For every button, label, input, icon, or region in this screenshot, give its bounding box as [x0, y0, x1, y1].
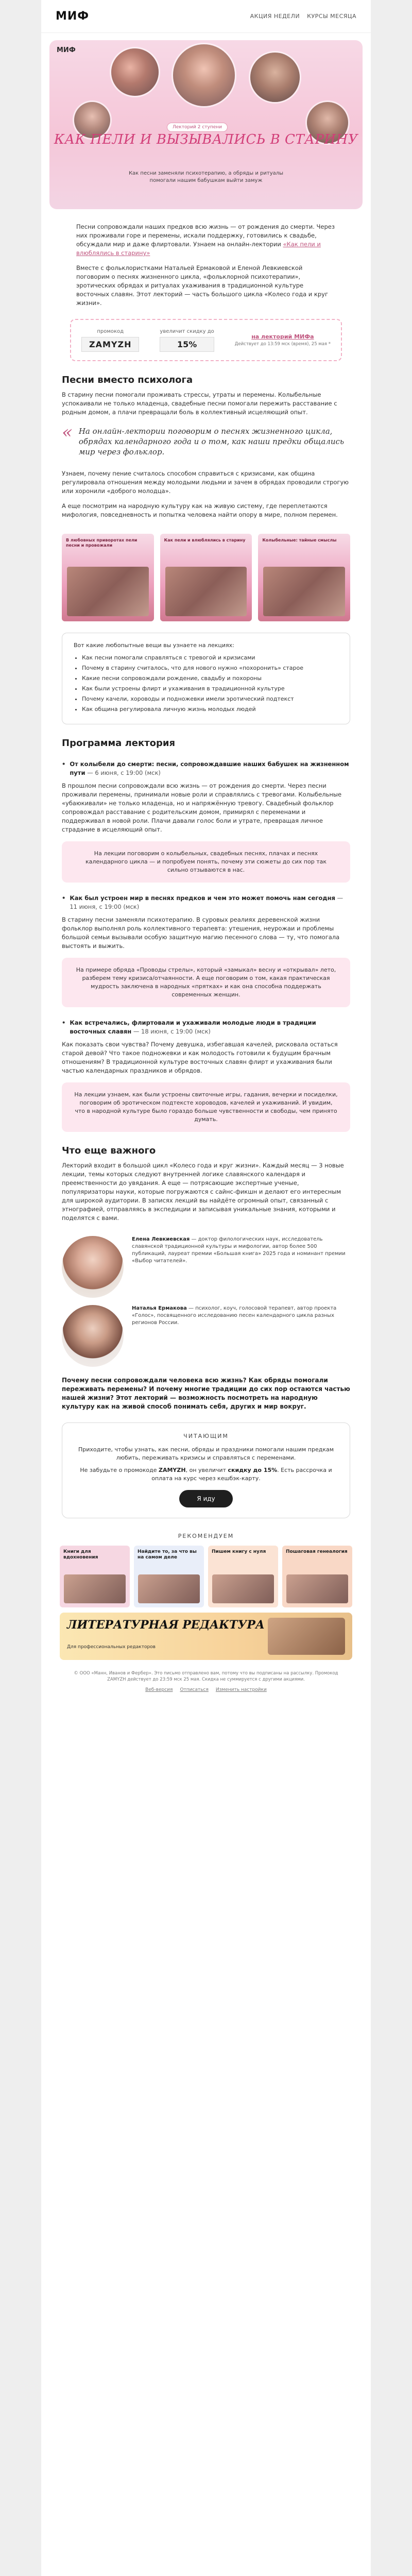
recommend-card-image [138, 1574, 200, 1603]
offer-box [62, 1422, 350, 1518]
lecture-highlight: На лекции узнаем, как были устроены свиточные игры, гадания, вечерки и посиделки, поговорим об эротическом подтексте хороводов, качелей и ухаживаний. И увидим, что в народной культуре было гораздо больше чувственности и свободы, чем принято думать. [62, 1082, 350, 1132]
promo-until: Действует до 13:59 мск (время), 25 мая * [234, 341, 331, 347]
lecture-text: В прошлом песни сопровождали всю жизнь — от рождения до смерти. Через песни проживали перемены, принимали новые роли и справлялись с тревогами. Колыбельные «убаюкивали» не только младенца, но и напряжённую тревогу. Свадебный фольклор сопровождал расставание с родительским домом, примирял с переменами и поддерживал в новой роли. Плачи давали голос боли и утрате, превращая личное страдание в исцеляющий опыт. [62, 782, 342, 833]
offer-text: Приходите, чтобы узнать, как песни, обряды и праздники помогали нашим предкам любить, переживать кризисы и справляться с переменами. [78, 1446, 334, 1461]
author-bio [132, 1305, 350, 1327]
section-paragraph: Лекторий входит в большой цикл «Колесо года и круг жизни». Каждый месяц — 3 новые лекции, темы которых следуют внутренней логике славянского календаря и преемственности до увядания. А еще — потрясающие экспертные ученые, популяризаторы науки, которые погружаются с сайнс-фикшн и делают его интересным для широкой аудитории. В записях лекций вы найдёте огромный опыт, связанный с этнографией, отправляясь в экспедиции и записывая уникальные знания, которыми и поделятся с вами. [62, 1162, 344, 1222]
card-title: Колыбельные: тайные смыслы [262, 538, 337, 543]
lecture-heading-text [70, 760, 350, 777]
section-text [41, 464, 371, 519]
nav-link-promo[interactable]: АКЦИЯ НЕДЕЛИ [250, 13, 300, 20]
brand-logo[interactable]: МИФ [56, 10, 90, 23]
recommend-card-title: Пишем книгу с нуля [212, 1549, 266, 1554]
avatar [62, 1305, 124, 1367]
promo-code-col [81, 328, 139, 352]
lecture-text: Как показать свои чувства? Почему девушка, избегавшая качелей, рисковала остаться старой девой? Что такое подножевки и как молодость готовили к будущим брачным отношениям? В традиционной культуре восточных славян флирт и ухаживания были частью календарных праздников и обрядов. [62, 1041, 338, 1074]
bullet-icon: • [62, 760, 66, 768]
recommend-grid [41, 1539, 371, 1607]
lecture-date: — 18 июня, с 19:00 (мск) [133, 1028, 211, 1035]
topics-box [62, 633, 350, 724]
recommend-card[interactable] [282, 1546, 352, 1607]
footer-link-settings[interactable]: Изменить настройки [215, 1687, 267, 1692]
lecture-2 [41, 883, 371, 951]
list-item: • Почему в старину считалось, что для нового нужно «похоронить» старое [82, 664, 338, 672]
recommend-banner-image [268, 1618, 345, 1655]
email-letter [41, 0, 371, 2576]
hero-banner[interactable] [49, 40, 363, 209]
recommend-card[interactable] [60, 1546, 130, 1607]
recommend-card-title: Книги для вдохновения [63, 1549, 98, 1560]
lecture-heading [62, 760, 350, 777]
bold-question: Почему песни сопровождали человека всю жизнь? Как обряды помогали переживать перемены? И почему многие традиции до сих пор остаются частью нашей жизни? Этот лекторий — возможность посмотреть на народную культуру как на живой способ понимать себя, других и мир вокруг. [62, 1377, 350, 1410]
promo-link-col [235, 333, 331, 347]
lecture-heading [62, 1019, 350, 1036]
section-title: Что еще важного [62, 1145, 156, 1156]
quote-mark-icon: « [62, 422, 73, 443]
recommend-banner-sub: Для профессиональных редакторов [67, 1645, 156, 1650]
lecture-3 [41, 1007, 371, 1075]
hero-photo [173, 44, 235, 106]
bullet-icon: • [62, 1019, 66, 1026]
top-bar [41, 0, 371, 33]
promo-discount: 15% [160, 337, 214, 352]
author-bio [132, 1236, 350, 1265]
image-cards [41, 526, 371, 621]
lecture-highlight: На примере обряда «Проводы стрелы», который «замыкал» весну и «открывал» лето, разберем тему кризиса/отчаянности. А еще поговорим о том, какая практическая мудрость заключена в народных «прятках» и как она способна поддержать современных женщин. [62, 958, 350, 1007]
recommend-banner[interactable] [60, 1613, 352, 1660]
list-item: • Какие песни сопровождали рождение, свадьбу и похороны [82, 674, 338, 683]
recommend-card-image [212, 1574, 274, 1603]
section-paragraph: В старину песни помогали проживать стрессы, утраты и перемены. Колыбельные успокаивали не только младенца, свадебные песни помогали пережить расставание с родным домом, а плачи превращали боль в коллективный исцеляющий опыт. [62, 391, 337, 416]
lecture-highlight: На лекции поговорим о колыбельных, свадебных песнях, плачах и песнях календарного цикла — и попробуем понять, почему эти сюжеты до сих пор так сильно отзываются в нас. [62, 841, 350, 883]
promo-pct-col [160, 328, 214, 352]
recommend-card-image [286, 1574, 348, 1603]
lecture-title: От колыбели до смерти: песни, сопровождавшие наших бабушек на жизненном пути [70, 760, 349, 776]
recommend-card-title: Найдите то, за что вы на самом деле [138, 1549, 197, 1560]
hero-photo [250, 53, 300, 102]
cta-button[interactable]: Я иду [179, 1490, 232, 1507]
list-item: • Почему качели, хороводы и подножевки имели эротический подтекст [82, 695, 338, 703]
avatar [62, 1236, 124, 1298]
author-desc: — доктор филологических наук, исследователь славянской традиционной культуры и мифологии, автор более 500 публикаций, лауреат премии «Большая книга» 2025 года и номинант премии «Выбор читателей». [132, 1236, 346, 1264]
list-item: • Как община регулировала личную жизнь молодых людей [82, 705, 338, 714]
promo-pct-label: увеличит скидку до [160, 329, 214, 334]
card-title: Как пели и влюблялись в старину [164, 538, 246, 543]
card-image [165, 567, 247, 616]
card-title: В любовных приворотах пели песни и провожали [66, 538, 138, 548]
recommend-card-image [64, 1574, 126, 1603]
hero-title: КАК ПЕЛИ И ВЫЗЫВАЛИСЬ В СТАРИНУ [54, 132, 358, 147]
offer-promo [78, 1466, 334, 1483]
section-paragraph: А еще посмотрим на народную культуру как на живую систему, где переплетаются мифология, повседневность и попытка человека найти опору в мире, полном перемен. [62, 502, 338, 518]
footer-link-web[interactable]: Веб-версия [145, 1687, 173, 1692]
intro-paragraph: Вместе с фольклористками Натальей Ермаковой и Еленой Левкиевской поговорим о песнях жизненного цикла, «фольклорной психотерапии», эротических обрядах и ритуалах ухаживания в традиционной культуре восточных славян. Этот лекторий — часть большого цикла «Колесо года и круг жизни». [76, 264, 329, 307]
section-paragraph: Узнаем, почему пение считалось способом справиться с кризисами, как община регулировала отношения между молодыми людьми и зачем в обрядах проводили строгую или хоронили «доброго молодца». [62, 470, 349, 495]
list-item: • Как песни помогали справляться с тревогой и кризисами [82, 654, 338, 662]
image-card[interactable] [258, 534, 350, 621]
lecture-date: — 6 июня, с 19:00 (мск) [87, 769, 161, 776]
lecture-heading-text [70, 894, 350, 911]
author-desc: — психолог, коуч, голосовой терапевт, автор проекта «Голос», посвященного исследованию песен календарного цикла разных регионов России. [132, 1306, 337, 1326]
author-name: Елена Левкиевская [132, 1236, 190, 1242]
topics-list [74, 654, 338, 714]
intro-text [41, 209, 371, 308]
footer-links [72, 1687, 340, 1693]
promo-code-label: промокод [97, 329, 124, 334]
hero-subtitle: Как песни заменяли психотерапию, а обряды и ритуалы помогали нашим бабушкам выйти замуж [128, 171, 284, 183]
lecture-heading [62, 894, 350, 911]
offer-discount: скидку до 15% [228, 1467, 278, 1473]
footer-link-unsubscribe[interactable]: Отписаться [180, 1687, 209, 1692]
section-text [41, 385, 371, 417]
quote-text: На онлайн-лектории поговорим о песнях жизненного цикла, обрядах календарного года и о том, как наши предки общались мир через фольклор. [78, 427, 345, 456]
author-row [41, 1298, 371, 1367]
lecture-title: Как встречались, флиртовали и ухаживали молодые люди в традиции восточных славян [70, 1019, 316, 1035]
recommend-title: РЕКОМЕНДУЕМ [178, 1533, 234, 1539]
section-title: Песни вместо психолога [62, 375, 193, 385]
promo-block [70, 319, 342, 361]
author-name: Наталья Ермакова [132, 1306, 187, 1311]
footer [41, 1670, 371, 1693]
lecture-link[interactable]: «Как пели и влюблялись в старину» [76, 241, 321, 257]
recommend-card-title: Пошаговая генеалогия [286, 1549, 348, 1554]
lecture-title: Как был устроен мир в песнях предков и чем это может помочь нам сегодня [70, 894, 335, 902]
card-image [67, 567, 149, 616]
image-card[interactable] [62, 534, 154, 621]
hero-photo [111, 48, 159, 96]
bullet-icon: • [62, 894, 66, 902]
top-nav [250, 13, 356, 20]
promo-code[interactable]: ZAMYZH [81, 337, 139, 352]
intro-paragraph [76, 223, 336, 258]
topics-head: Вот какие любопытные вещи вы узнаете на лекциях: [74, 642, 234, 649]
hero-logo: МИФ [57, 46, 76, 54]
offer-promo-text: , он увеличит [185, 1467, 226, 1473]
pull-quote [62, 422, 350, 457]
recommend-card[interactable] [134, 1546, 204, 1607]
section-title: Программа лектория [62, 738, 176, 749]
lecture-heading-text [70, 1019, 350, 1036]
list-item: • Как были устроены флирт и ухаживания в традиционной культуре [82, 685, 338, 693]
offer-caption: ЧИТАЮЩИМ [183, 1433, 229, 1439]
nav-link-courses[interactable]: КУРСЫ МЕСЯЦА [307, 13, 356, 20]
image-card[interactable] [160, 534, 252, 621]
footer-text: © ООО «Манн, Иванов и Фербер». Это письмо отправлено вам, потому что вы подписаны на рассылку. Промокод ZAMYZH действует до 23:59 мск 25 мая. Скидка не суммируется с другими акциями. [74, 1671, 338, 1682]
lecture-date: — 11 июня, с 19:00 (мск) [70, 894, 344, 910]
offer-promo-text: Не забудьте о промокоде [80, 1467, 157, 1473]
recommend-banner-title: ЛИТЕРАТУРНАЯ РЕДАКТУРА [67, 1618, 265, 1632]
section-text [41, 1156, 371, 1223]
lecture-text: В старину песни заменяли психотерапию. В суровых реалиях деревенской жизни фольклор выполнял роль коллективного терапевта: утешения, неурожаи и проблемы большой семьи вызывали особую защитную магию песенного слова — ту, что помогала выстоять и выжить. [62, 916, 340, 950]
offer-code: ZAMYZH [158, 1467, 186, 1473]
hero-tag: Лекторий 2 ступени [167, 123, 228, 132]
offer-promo-text: . Есть рассрочка и оплата на курс через кешбэк-карту. [151, 1467, 332, 1482]
card-image [263, 567, 345, 616]
promo-link[interactable]: на лекторий МИФа [251, 333, 314, 340]
lecture-1 [41, 749, 371, 834]
recommend-card[interactable] [208, 1546, 278, 1607]
intro-paragraph-text: Песни сопровождали наших предков всю жизнь — от рождения до смерти. Через них проживали горе и перемены, искали поддержку, готовились к свадьбе, обсуждали мир и даже флиртовали. Узнаем на онлайн-лектории [76, 223, 335, 248]
author-row [41, 1229, 371, 1298]
